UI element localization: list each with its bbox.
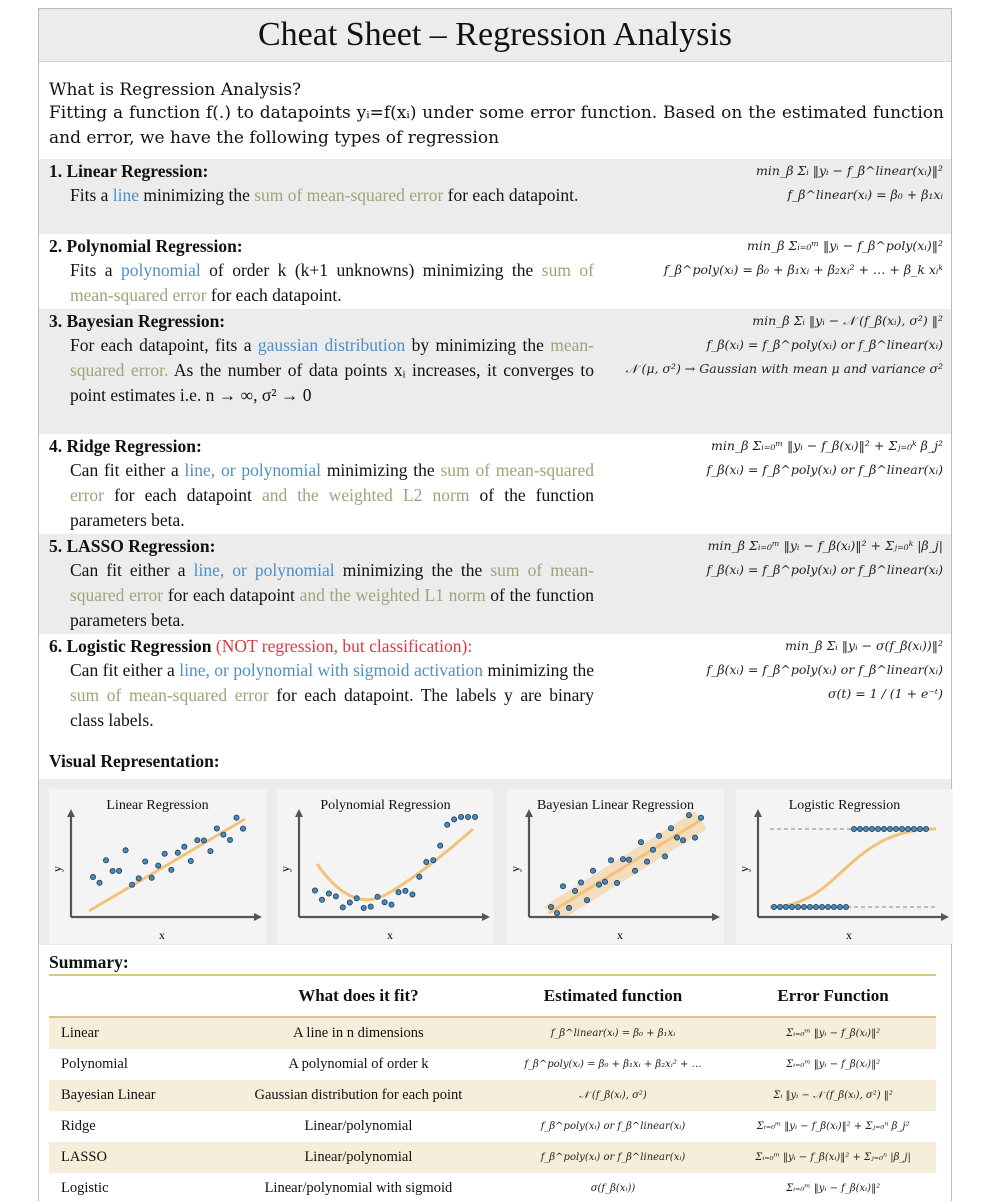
section-heading: [49, 311, 225, 332]
data-point: [795, 904, 800, 909]
data-point: [130, 882, 135, 887]
body-text: for each datapoint. The labels y are binary class labels.: [70, 685, 594, 730]
body-text: As the number of data points xᵢ increases, it converges to point estimates i.e. n → ∞, σ² → 0: [70, 360, 594, 405]
summary-heading: Summary:: [49, 952, 129, 972]
section-equations: [626, 311, 943, 383]
data-point: [881, 826, 886, 831]
section-heading: [49, 161, 208, 182]
plot-2: [277, 789, 494, 944]
body-text: minimizing the: [139, 185, 255, 205]
data-point: [403, 888, 408, 893]
highlight-text: line: [112, 185, 140, 205]
data-point: [837, 904, 842, 909]
data-point: [188, 858, 193, 863]
data-point: [584, 898, 589, 903]
summary-column-header: Error Function: [730, 975, 936, 1017]
data-point: [783, 904, 788, 909]
x-axis-label: x: [159, 928, 165, 942]
equation: f_β(xᵢ) = f_β^poly(xᵢ) or f_β^linear(xᵢ): [706, 462, 943, 477]
error-function: Σᵢ₌₀ᵐ ‖yᵢ − f_β(xᵢ)‖²: [786, 1183, 881, 1194]
data-point: [869, 826, 874, 831]
body-text: minimizing the the: [334, 560, 491, 580]
equation: min_β Σᵢ ‖yᵢ − f_β^linear(xᵢ)‖²: [756, 163, 943, 178]
data-point: [333, 894, 338, 899]
data-point: [632, 868, 637, 873]
data-point: [887, 826, 892, 831]
y-arrow: [67, 809, 75, 817]
section-body: [70, 183, 594, 208]
data-point: [644, 859, 649, 864]
data-point: [382, 900, 387, 905]
data-point: [143, 859, 148, 864]
data-point: [560, 884, 565, 889]
plot-title: Logistic Regression: [788, 798, 901, 813]
plot-1: [49, 789, 266, 944]
error-function: Σᵢ₌₀ᵐ ‖yᵢ − f_β(xᵢ)‖² + Σⱼ₌₀ⁿ β_j²: [756, 1121, 910, 1132]
data-point: [156, 863, 161, 868]
estimated-function: σ(f_β(xᵢ)): [590, 1183, 636, 1194]
method-name: Logistic: [61, 1180, 109, 1196]
body-text: for each datapoint.: [443, 185, 579, 205]
data-point: [110, 868, 115, 873]
data-point: [875, 826, 880, 831]
data-point: [375, 894, 380, 899]
equation: σ(t) = 1 / (1 + e⁻ᵗ): [827, 686, 943, 701]
data-point: [396, 890, 401, 895]
data-point: [674, 835, 679, 840]
plot-svg: [49, 789, 266, 944]
section-equations: [706, 536, 943, 584]
data-point: [554, 911, 559, 916]
error-function: Σᵢ₌₀ᵐ ‖yᵢ − f_β(xᵢ)‖²: [786, 1059, 881, 1070]
highlight-text: sum of mean-squared error: [70, 560, 594, 605]
method-name: Ridge: [61, 1118, 96, 1134]
data-point: [410, 892, 415, 897]
page-title: Cheat Sheet – Regression Analysis: [257, 16, 733, 53]
equation: f_β(xᵢ) = f_β^poly(xᵢ) or f_β^linear(xᵢ): [706, 337, 943, 352]
summary-row: [49, 1017, 936, 1049]
summary-row: [49, 1049, 936, 1080]
body-text: of order k (k+1 unknowns) minimizing the: [200, 260, 542, 280]
data-point: [572, 888, 577, 893]
title-bar: [39, 9, 951, 62]
data-point: [319, 897, 324, 902]
data-point: [424, 859, 429, 864]
summary-table: [49, 974, 936, 1204]
summary-row: [49, 1173, 936, 1204]
data-point: [214, 826, 219, 831]
method-name: LASSO: [49, 1142, 221, 1173]
equation: min_β Σᵢ ‖yᵢ − 𝒩 (f_β(xᵢ), σ²) ‖²: [752, 313, 943, 328]
data-point: [851, 826, 856, 831]
plot-4: [736, 789, 953, 944]
highlight-text: line, or polynomial with sigmoid activation: [179, 660, 483, 680]
data-point: [459, 814, 464, 819]
sigmoid-curve: [770, 829, 936, 907]
body-text: of the function parameters beta.: [70, 485, 594, 530]
data-point: [208, 849, 213, 854]
plot-svg: [507, 789, 724, 944]
data-point: [893, 826, 898, 831]
method-name: Linear: [49, 1017, 221, 1049]
plot-svg: [736, 789, 953, 944]
body-text: Can fit either a: [70, 460, 185, 480]
data-point: [626, 857, 631, 862]
section-body: [70, 258, 594, 308]
data-point: [590, 868, 595, 873]
section-heading-text: 5. LASSO Regression:: [49, 536, 216, 556]
body-text: for each datapoint: [163, 585, 300, 605]
equation: f_β(xᵢ) = f_β^poly(xᵢ) or f_β^linear(xᵢ): [706, 662, 943, 677]
estimated-function: f_β^poly(xᵢ) or f_β^linear(xᵢ): [496, 1142, 730, 1173]
highlight-text: polynomial: [120, 260, 201, 280]
data-point: [857, 826, 862, 831]
highlight-text: line, or polynomial: [184, 460, 322, 480]
error-function: Σᵢ₌₀ᵐ ‖yᵢ − f_β(xᵢ)‖² + Σⱼ₌₀ⁿ |β_j|: [730, 1142, 936, 1173]
section-equations: [706, 436, 943, 484]
data-point: [566, 905, 571, 910]
summary-row: [49, 1111, 936, 1142]
summary-column-header: Estimated function: [496, 975, 730, 1017]
section-equations: [756, 161, 943, 209]
body-text: minimizing the: [321, 460, 441, 480]
data-point: [819, 904, 824, 909]
x-axis-label: x: [617, 928, 623, 942]
highlight-text: and the weighted L1 norm: [299, 585, 486, 605]
fit-line: [549, 820, 701, 913]
data-point: [169, 867, 174, 872]
y-arrow: [525, 809, 533, 817]
estimated-function: f_β^poly(xᵢ) or f_β^linear(xᵢ): [540, 1121, 686, 1132]
x-arrow: [254, 913, 262, 921]
data-point: [777, 904, 782, 909]
data-point: [680, 838, 685, 843]
y-arrow: [754, 809, 762, 817]
data-point: [340, 905, 345, 910]
data-point: [368, 904, 373, 909]
body-text: minimizing the: [482, 660, 594, 680]
data-point: [650, 847, 655, 852]
data-point: [227, 837, 232, 842]
data-point: [807, 904, 812, 909]
data-point: [354, 896, 359, 901]
fit-description: Linear/polynomial: [304, 1118, 413, 1134]
summary-header-row: [49, 975, 936, 1017]
data-point: [831, 904, 836, 909]
section-6: [39, 634, 951, 746]
body-text: Can fit either a: [70, 660, 180, 680]
section-2: [39, 234, 951, 309]
x-arrow: [941, 913, 949, 921]
section-heading: [49, 236, 243, 257]
cheat-sheet: [38, 8, 952, 1201]
y-axis-label: y: [737, 866, 751, 872]
section-heading: [49, 536, 215, 557]
intro-question: What is Regression Analysis?: [49, 80, 302, 100]
equation: f_β^linear(xᵢ) = β₀ + β₁xᵢ: [787, 187, 943, 202]
data-point: [221, 832, 226, 837]
body-text: For each datapoint, fits a: [70, 335, 258, 355]
summary-column-header: What does it fit?: [221, 975, 496, 1017]
data-point: [90, 874, 95, 879]
data-point: [465, 814, 470, 819]
data-point: [923, 826, 928, 831]
highlight-text: sum of mean-squared error: [70, 460, 594, 505]
equation: min_β Σᵢ ‖yᵢ − σ(f_β(xᵢ))‖²: [785, 638, 943, 653]
equation: f_β(xᵢ) = f_β^poly(xᵢ) or f_β^linear(xᵢ): [706, 562, 943, 577]
data-point: [472, 814, 477, 819]
y-axis-label: y: [50, 866, 64, 872]
error-function: Σᵢ ‖yᵢ − 𝒩 (f_β(xᵢ), σ²) ‖²: [730, 1080, 936, 1111]
data-point: [789, 904, 794, 909]
data-point: [162, 851, 167, 856]
data-point: [240, 826, 245, 831]
section-equations: [706, 636, 943, 708]
data-point: [813, 904, 818, 909]
data-point: [608, 858, 613, 863]
section-heading-text: 6. Logistic Regression: [49, 636, 212, 656]
data-point: [361, 905, 366, 910]
section-heading-text: 4. Ridge Regression:: [49, 436, 202, 456]
estimated-function: 𝒩 (f_β(xᵢ), σ²): [496, 1080, 730, 1111]
plot-svg: [277, 789, 494, 944]
fit-curve: [317, 829, 473, 900]
highlight-text: gaussian distribution: [257, 335, 406, 355]
plot-title: Bayesian Linear Regression: [536, 798, 695, 813]
section-body: [70, 658, 594, 733]
data-point: [201, 838, 206, 843]
data-point: [548, 904, 553, 909]
data-point: [578, 880, 583, 885]
x-arrow: [712, 913, 720, 921]
data-point: [614, 880, 619, 885]
data-point: [182, 844, 187, 849]
data-point: [117, 868, 122, 873]
section-heading-text: 2. Polynomial Regression:: [49, 236, 243, 256]
equation: 𝒩 (μ, σ²) → Gaussian with mean μ and variance σ²: [625, 361, 943, 376]
intro: [49, 79, 944, 151]
section-3: [39, 309, 951, 434]
data-point: [136, 876, 141, 881]
y-axis-label: y: [508, 866, 522, 872]
data-point: [905, 826, 910, 831]
data-point: [692, 835, 697, 840]
data-point: [801, 904, 806, 909]
data-point: [698, 815, 703, 820]
data-point: [123, 848, 128, 853]
data-point: [843, 904, 848, 909]
estimated-function: f_β^poly(xᵢ) = β₀ + β₁xᵢ + β₂xᵢ² + …: [524, 1059, 702, 1070]
y-arrow: [295, 809, 303, 817]
highlight-text: mean-squared error.: [70, 335, 594, 380]
data-point: [602, 879, 607, 884]
error-function: Σᵢ₌₀ᵐ ‖yᵢ − f_β(xᵢ)‖²: [730, 1017, 936, 1049]
data-point: [149, 875, 154, 880]
data-point: [97, 880, 102, 885]
plot-title: Linear Regression: [106, 798, 209, 813]
data-point: [771, 904, 776, 909]
equation: min_β Σᵢ₌₀ᵐ ‖yᵢ − f_β(xᵢ)‖² + Σⱼ₌₀ᵏ |β_j|: [707, 538, 943, 553]
data-point: [445, 822, 450, 827]
section-body: [70, 558, 594, 633]
body-text: Fits a: [70, 185, 113, 205]
data-point: [596, 882, 601, 887]
section-heading-text: 3. Bayesian Regression:: [49, 311, 226, 331]
body-text: for each datapoint: [104, 485, 262, 505]
visual-plots: [39, 779, 951, 945]
data-point: [195, 838, 200, 843]
data-point: [438, 843, 443, 848]
x-axis-label: x: [387, 928, 393, 942]
equation: min_β Σᵢ₌₀ᵐ ‖yᵢ − f_β^poly(xᵢ)‖²: [747, 238, 943, 253]
section-body: [70, 333, 594, 408]
estimated-function: f_β^linear(xᵢ) = β₀ + β₁xᵢ: [496, 1017, 730, 1049]
data-point: [825, 904, 830, 909]
section-heading: [49, 436, 202, 457]
fit-description: Gaussian distribution for each point: [221, 1080, 496, 1111]
section-heading: [49, 636, 472, 657]
data-point: [347, 900, 352, 905]
equation: f_β^poly(xᵢ) = β₀ + β₁xᵢ + β₂xᵢ² + … + β_k xᵢᵏ: [663, 262, 943, 277]
fit-description: Linear/polynomial with sigmoid: [264, 1180, 453, 1196]
body-text: by minimizing the: [405, 335, 551, 355]
data-point: [234, 815, 239, 820]
plot-title: Polynomial Regression: [320, 798, 451, 813]
fit-description: Linear/polynomial: [221, 1142, 496, 1173]
summary-column-header: [49, 975, 221, 1017]
highlight-text: and the weighted L2 norm: [261, 485, 470, 505]
data-point: [911, 826, 916, 831]
highlight-text: sum of mean-squared error: [254, 185, 444, 205]
equation: min_β Σᵢ₌₀ᵐ ‖yᵢ − f_β(xᵢ)‖² + Σⱼ₌₀ᵏ β_j²: [711, 438, 943, 453]
data-point: [417, 874, 422, 879]
method-name: Bayesian Linear: [49, 1080, 221, 1111]
data-point: [917, 826, 922, 831]
body-text: of the function parameters beta.: [70, 585, 594, 630]
highlight-text: line, or polynomial: [193, 560, 335, 580]
data-point: [863, 826, 868, 831]
data-point: [686, 813, 691, 818]
section-note: (NOT regression, but classification):: [211, 636, 473, 656]
visual-heading: Visual Representation:: [49, 751, 220, 771]
data-point: [638, 840, 643, 845]
x-axis-label: x: [846, 928, 852, 942]
section-equations: [664, 236, 943, 284]
data-point: [312, 888, 317, 893]
body-text: for each datapoint.: [206, 285, 342, 305]
summary-row: [49, 1080, 936, 1111]
data-point: [103, 858, 108, 863]
fit-description: A line in n dimensions: [221, 1017, 496, 1049]
x-arrow: [482, 913, 490, 921]
data-point: [175, 850, 180, 855]
data-point: [620, 857, 625, 862]
data-point: [389, 902, 394, 907]
section-heading-text: 1. Linear Regression:: [49, 161, 209, 181]
data-point: [431, 858, 436, 863]
highlight-text: sum of mean-squared error: [70, 260, 595, 305]
body-text: Can fit either a: [70, 560, 194, 580]
section-4: [39, 434, 951, 534]
data-point: [326, 891, 331, 896]
intro-text: Fitting a function f(.) to datapoints yᵢ=f(xᵢ) under some error function. Based on the estimated function and error, we have the following types of regression: [49, 103, 944, 148]
data-point: [899, 826, 904, 831]
method-name: Polynomial: [61, 1056, 128, 1072]
data-point: [452, 817, 457, 822]
y-axis-label: y: [278, 866, 292, 872]
data-point: [656, 833, 661, 838]
data-point: [662, 854, 667, 859]
data-point: [668, 826, 673, 831]
body-text: Fits a: [70, 260, 121, 280]
plot-3: [507, 789, 724, 944]
section-5: [39, 534, 951, 634]
fit-description: A polynomial of order k: [288, 1056, 429, 1072]
section-body: [70, 458, 594, 533]
section-1: [39, 159, 951, 234]
summary-row: [49, 1142, 936, 1173]
highlight-text: sum of mean-squared error: [70, 685, 269, 705]
